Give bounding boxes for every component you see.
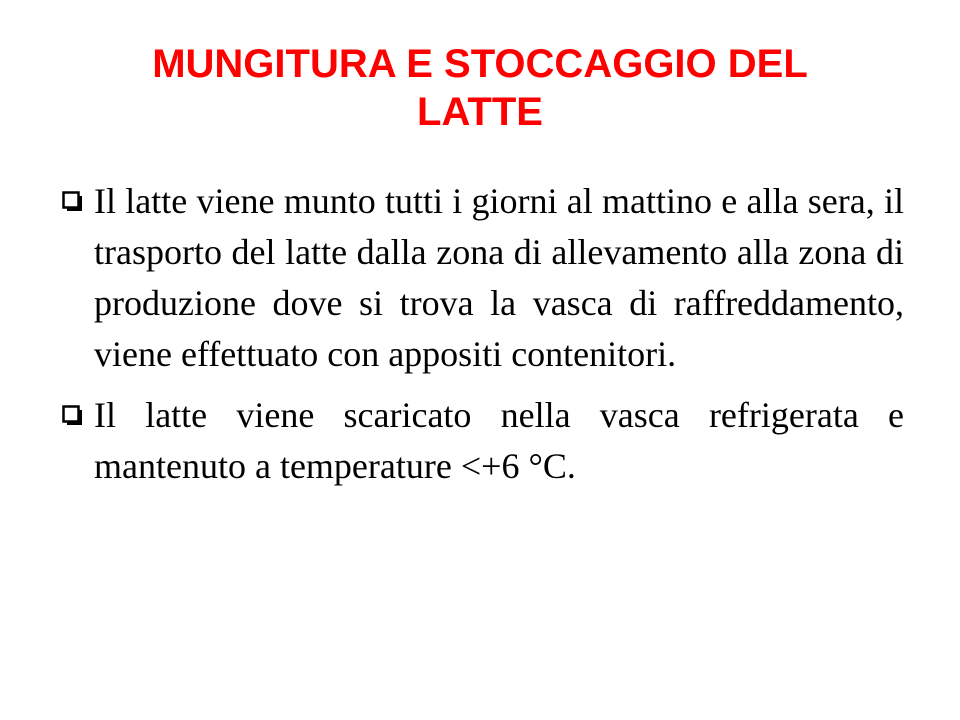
slide-title [40,40,920,136]
slide-title-line-2: LATTE [417,90,543,134]
slide-title-line-1: MUNGITURA E STOCCAGGIO DEL [152,42,808,86]
bullet-item-2 [62,390,904,492]
bullet-list [62,176,904,502]
bullet-text-2: Il latte viene scaricato nella vasca refrigerata e mantenuto a temperature <+6 °C. [94,395,904,486]
bullet-text-1: Il latte viene munto tutti i giorni al mattino e alla sera, il trasporto del latte dalla zona di allevamento alla zona di produzione dove si trova la vasca di raffreddamento, viene effettuato con appositi contenitori. [94,181,904,374]
checkbox-square-icon [62,405,84,427]
bullet-item-1 [62,176,904,380]
checkbox-square-icon [62,191,84,213]
